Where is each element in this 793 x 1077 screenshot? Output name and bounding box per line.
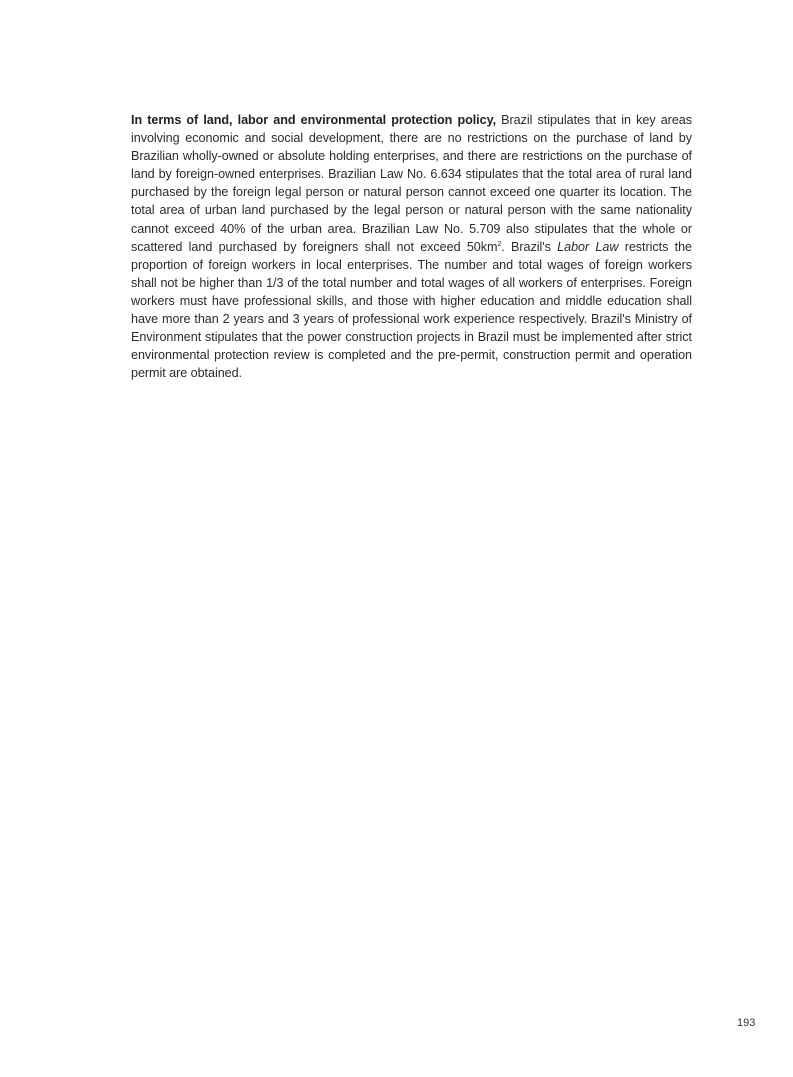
paragraph-lead-heading: In terms of land, labor and environmental protection policy,	[131, 113, 497, 127]
labor-law-title: Labor Law	[557, 239, 619, 254]
policy-paragraph	[131, 111, 692, 382]
superscript-2: 2	[497, 240, 502, 248]
paragraph-text-3: restricts the proportion of foreign workers in local enterprises. The number and total wages of foreign workers shall not be higher than 1/3 of the total number and total wages of all workers of enterprises. Foreign workers must have professional skills, and those with higher education and middle education shall have more than 2 years and 3 years of professional work experience respectively. Brazil's Ministry of Environment stipulates that the power construction projects in Brazil must be implemented after strict environmental protection review is completed and the pre-permit, construction permit and operation permit are obtained.	[131, 239, 692, 381]
page-number: 193	[737, 1017, 756, 1029]
paragraph-text-1: Brazil stipulates that in key areas involving economic and social development, there are no restrictions on the purchase of land by Brazilian wholly-owned or absolute holding enterprises, and there are restrictions on the purchase of land by foreign-owned enterprises. Brazilian Law No. 6.634 stipulates that the total area of rural land purchased by the foreign legal person or natural person cannot exceed one quarter its location. The total area of urban land purchased by the legal person or natural person with the same nationality cannot exceed 40% of the urban area. Brazilian Law No. 5.709 also stipulates that the whole or scattered land purchased by foreigners shall not exceed 50km	[131, 113, 692, 254]
paragraph-text-2: . Brazil's	[501, 239, 558, 254]
